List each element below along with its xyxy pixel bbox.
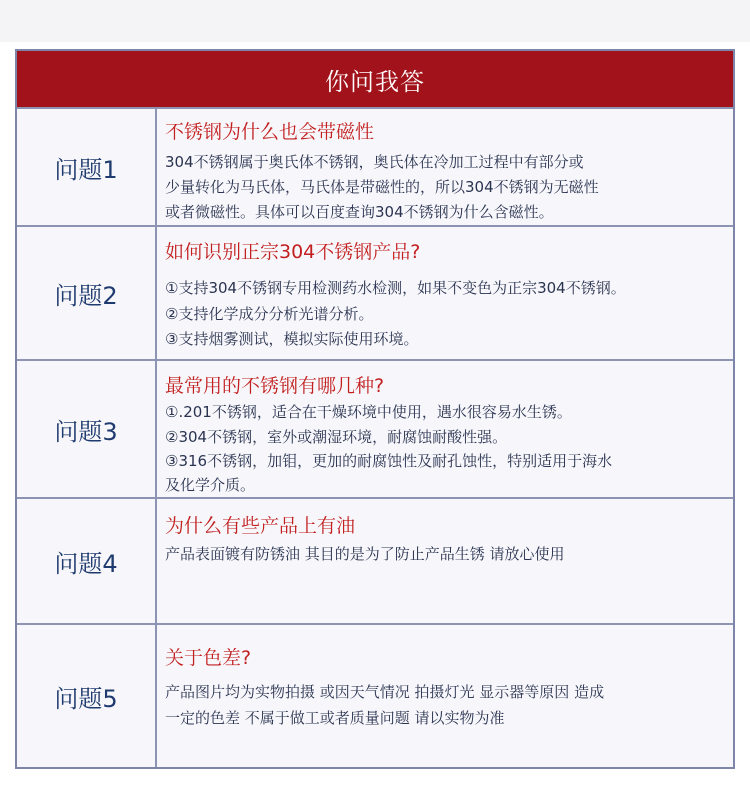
question-title: 为什么有些产品上有油 xyxy=(165,515,356,537)
faq-row-3 xyxy=(17,359,733,497)
answer-line: ③316不锈钢，加钼，更加的耐腐蚀性及耐孔蚀性，特别适用于海水 xyxy=(165,452,613,470)
question-title: 最常用的不锈钢有哪几种? xyxy=(165,375,385,397)
question-title: 不锈钢为什么也会带磁性 xyxy=(165,121,375,143)
faq-row-5 xyxy=(17,623,733,767)
answer-block xyxy=(165,361,730,497)
question-number-label: 问题3 xyxy=(17,361,157,497)
answer-block xyxy=(165,109,730,225)
answer-line: ②支持化学成分分析光谱分析。 xyxy=(165,305,374,323)
faq-table xyxy=(15,49,735,769)
answer-line: 少量转化为马氏体，马氏体是带磁性的，所以304不锈钢为无磁性 xyxy=(165,178,599,196)
question-title: 如何识别正宗304不锈钢产品? xyxy=(165,241,421,263)
faq-row-1 xyxy=(17,107,733,225)
answer-line: ①支持304不锈钢专用检测药水检测，如果不变色为正宗304不锈钢。 xyxy=(165,279,626,297)
question-number-label: 问题1 xyxy=(17,109,157,225)
top-background-band xyxy=(0,0,750,42)
answer-line: ③支持烟雾测试，模拟实际使用环境。 xyxy=(165,330,419,348)
question-number-label: 问题5 xyxy=(17,625,157,767)
answer-line: 304不锈钢属于奥氏体不锈钢，奥氏体在冷加工过程中有部分或 xyxy=(165,153,584,171)
question-title: 关于色差? xyxy=(165,647,252,669)
answer-line: ①.201不锈钢，适合在干燥环境中使用，遇水很容易水生锈。 xyxy=(165,403,572,421)
answer-block xyxy=(165,227,730,359)
answer-line: 一定的色差 不属于做工或者质量问题 请以实物为准 xyxy=(165,709,505,727)
question-number-label: 问题4 xyxy=(17,499,157,623)
answer-line: 产品图片均为实物拍摄 或因天气情况 拍摄灯光 显示器等原因 造成 xyxy=(165,683,605,701)
answer-line: 及化学介质。 xyxy=(165,476,256,494)
answer-line: ②304不锈钢，室外或潮湿环境，耐腐蚀耐酸性强。 xyxy=(165,428,508,446)
question-number-label: 问题2 xyxy=(17,227,157,359)
answer-line: 或者微磁性。具体可以百度查询304不锈钢为什么含磁性。 xyxy=(165,203,554,221)
faq-header-title: 你问我答 xyxy=(17,51,733,107)
faq-row-2 xyxy=(17,225,733,359)
faq-row-4 xyxy=(17,497,733,623)
answer-block xyxy=(165,625,730,767)
answer-line: 产品表面镀有防锈油 其目的是为了防止产品生锈 请放心使用 xyxy=(165,545,565,563)
answer-block xyxy=(165,499,730,623)
